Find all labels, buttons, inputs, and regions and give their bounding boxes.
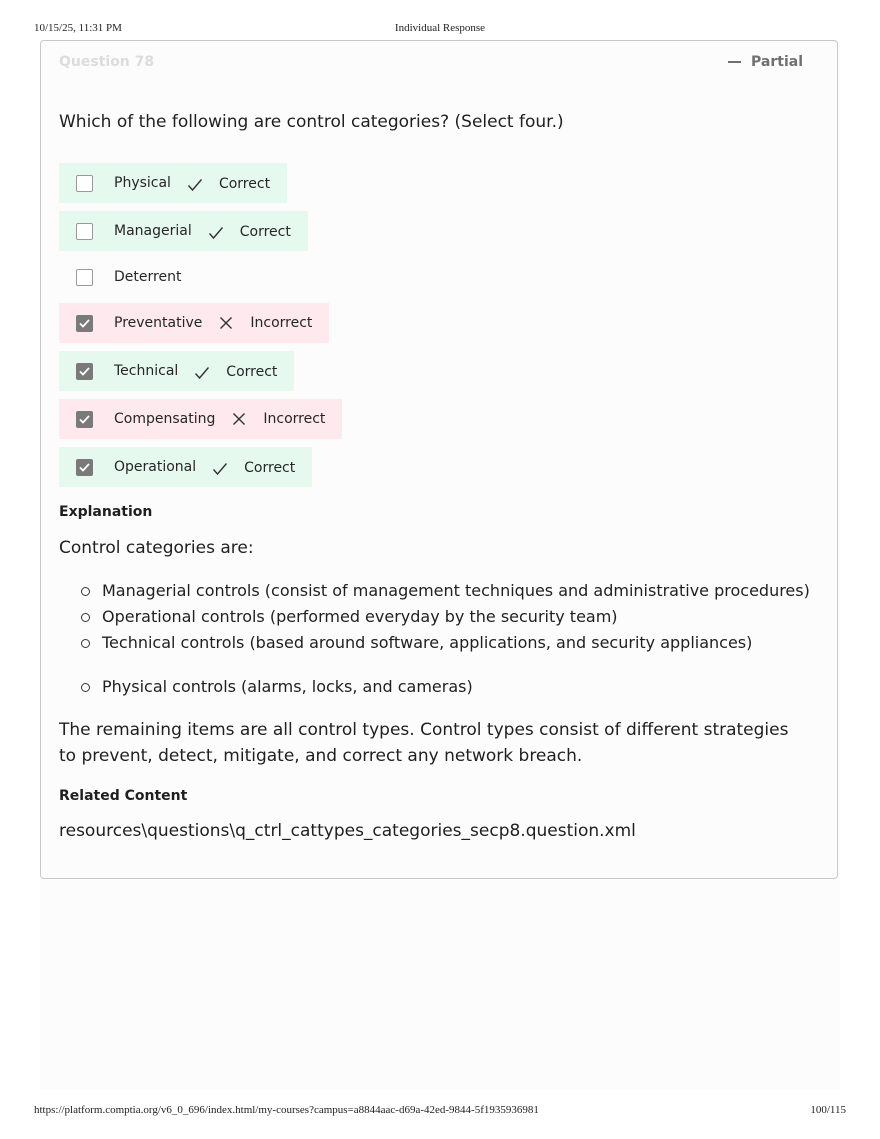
answer-option[interactable] [59,399,342,439]
answer-option[interactable] [59,303,329,343]
bullet-text: Technical controls (based around software, applications, and security appliances) [102,633,753,652]
x-icon [231,411,247,427]
answer-option[interactable] [59,257,198,297]
print-footer [34,1104,846,1118]
dash-icon [728,61,741,63]
x-icon [218,315,234,331]
answer-option[interactable] [59,447,312,487]
option-label: Operational [114,459,197,475]
checkbox-checked[interactable] [76,363,93,380]
result-label: Correct [226,364,278,380]
list-item [81,581,810,607]
question-text: Which of the following are control categories? (Select four.) [59,112,564,132]
result-label: Correct [218,176,271,192]
checkmark-icon [187,177,203,193]
option-label: Deterrent [114,269,182,285]
status-label: Partial [751,54,803,70]
checkmark-icon [194,365,210,381]
explanation-outro: The remaining items are all control types. Control types consist of different strategies to prevent, detect, mitigate, and correct any network breach. [59,720,789,766]
explanation-heading: Explanation [59,504,153,520]
checkbox-checked[interactable] [76,459,93,476]
checkbox-checked[interactable] [76,315,93,332]
checkbox-unchecked[interactable] [76,223,93,240]
result-label: Incorrect [250,315,313,331]
list-item [81,607,810,633]
checkbox-unchecked[interactable] [76,175,93,192]
result-label: Incorrect [263,411,326,427]
print-page-number: 100/115 [810,1104,846,1116]
print-url: https://platform.comptia.org/v6_0_696/index.html/my-courses?campus=a8844aac-d69a-42ed-9844-5f1935936981 [34,1104,539,1116]
list-item [81,633,810,659]
related-content-path: resources\questions\q_ctrl_cattypes_categories_secp8.question.xml [59,821,636,841]
checkmark-icon [212,461,228,477]
option-label: Physical [114,175,171,191]
question-card [40,40,838,879]
circle-bullet-icon [81,639,90,648]
print-title: Individual Response [394,22,486,34]
checkmark-icon [208,225,224,241]
answer-option[interactable] [59,211,308,251]
circle-bullet-icon [81,683,90,692]
result-label: Correct [244,460,296,476]
bullet-text: Physical controls (alarms, locks, and cameras) [102,677,473,696]
circle-bullet-icon [81,587,90,596]
related-content-heading: Related Content [59,788,188,804]
option-label: Compensating [114,411,216,427]
bullet-text: Managerial controls (consist of management techniques and administrative procedures) [102,581,810,600]
option-label: Technical [114,363,179,379]
print-header [34,22,846,36]
checkbox-unchecked[interactable] [76,269,93,286]
checkbox-checked[interactable] [76,411,93,428]
explanation-bullets-2 [81,677,473,703]
answer-option[interactable] [59,163,287,203]
answer-option[interactable] [59,351,294,391]
explanation-intro: Control categories are: [59,538,254,558]
option-label: Managerial [114,223,192,239]
circle-bullet-icon [81,613,90,622]
option-label: Preventative [114,315,203,331]
question-status [728,54,803,70]
list-item [81,677,473,703]
result-label: Correct [239,224,291,240]
question-number: Question 78 [59,54,155,70]
print-datetime: 10/15/25, 11:31 PM [34,22,122,34]
bullet-text: Operational controls (performed everyday by the security team) [102,607,618,626]
explanation-bullets-1 [81,581,810,659]
